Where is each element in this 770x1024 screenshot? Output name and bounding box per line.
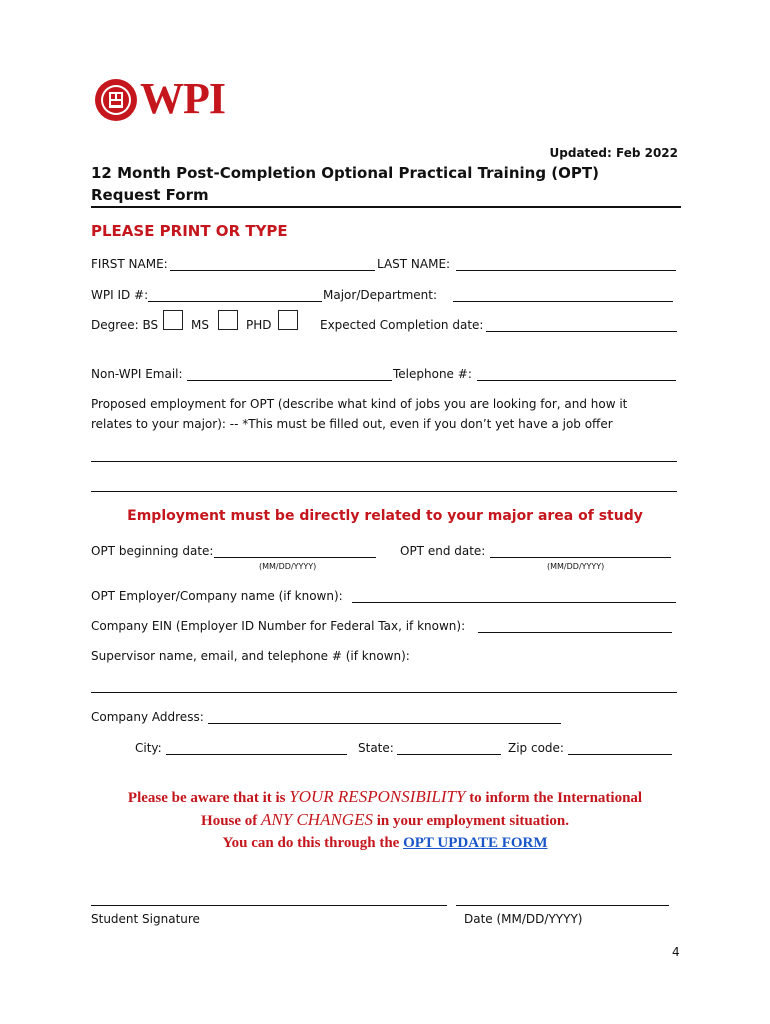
- last-name-field[interactable]: [456, 270, 676, 271]
- opt-begin-field[interactable]: [214, 557, 376, 558]
- title-rule: [91, 206, 681, 208]
- ein-label: Company EIN (Employer ID Number for Federal Tax, if known):: [91, 619, 466, 633]
- address-label: Company Address:: [91, 710, 204, 724]
- responsibility-notice: [0, 786, 770, 854]
- opt-begin-label: OPT beginning date:: [91, 544, 214, 558]
- responsibility-line2: [0, 809, 770, 832]
- wpi-seal-icon: [94, 78, 138, 122]
- supervisor-field[interactable]: [91, 692, 677, 693]
- zip-field[interactable]: [568, 754, 672, 755]
- signature-date-label: Date (MM/DD/YYYY): [464, 912, 583, 926]
- updated-date: Updated: Feb 2022: [549, 146, 678, 160]
- opt-end-field[interactable]: [490, 557, 671, 558]
- last-name-label: LAST NAME:: [377, 257, 451, 271]
- supervisor-label: Supervisor name, email, and telephone # (if known):: [91, 649, 410, 663]
- responsibility-emphasis: YOUR RESPONSIBILITY: [289, 787, 466, 806]
- wpi-id-field[interactable]: [148, 301, 322, 302]
- employer-label: OPT Employer/Company name (if known):: [91, 589, 343, 603]
- signature-date-field[interactable]: [456, 905, 669, 906]
- degree-phd-checkbox[interactable]: [278, 310, 298, 330]
- address-field[interactable]: [208, 723, 561, 724]
- expected-completion-label: Expected Completion date:: [320, 318, 484, 332]
- state-label: State:: [358, 741, 394, 755]
- responsibility-text-1: Please be aware that it is: [127, 790, 290, 806]
- instructions: PLEASE PRINT OR TYPE: [91, 222, 288, 240]
- form-title-line2: Request Form: [91, 186, 209, 204]
- telephone-field[interactable]: [477, 380, 676, 381]
- telephone-label: Telephone #:: [393, 367, 472, 381]
- employment-notice: Employment must be directly related to your major area of study: [127, 508, 643, 524]
- state-field[interactable]: [397, 754, 501, 755]
- city-field[interactable]: [166, 754, 347, 755]
- opt-update-form-link[interactable]: OPT UPDATE FORM: [403, 835, 548, 851]
- opt-begin-hint: (MM/DD/YYYY): [259, 562, 317, 571]
- major-field[interactable]: [453, 301, 673, 302]
- proposed-employment-field-1[interactable]: [91, 461, 677, 462]
- opt-end-hint: (MM/DD/YYYY): [547, 562, 605, 571]
- responsibility-text-3: House of: [201, 813, 262, 829]
- first-name-label: FIRST NAME:: [91, 257, 168, 271]
- degree-ms-label: MS: [191, 318, 209, 332]
- city-label: City:: [135, 741, 162, 755]
- student-signature-label: Student Signature: [91, 912, 200, 926]
- form-title: [91, 162, 599, 206]
- degree-bs-label: Degree: BS: [91, 318, 159, 332]
- employer-field[interactable]: [352, 602, 676, 603]
- responsibility-line1: [0, 786, 770, 809]
- major-label: Major/Department:: [323, 288, 438, 302]
- page-number: 4: [672, 945, 680, 959]
- proposed-employment-line1: Proposed employment for OPT (describe what kind of jobs you are looking for, and how it: [91, 397, 628, 411]
- wpi-id-label: WPI ID #:: [91, 288, 149, 302]
- degree-phd-label: PHD: [246, 318, 272, 332]
- form-title-line1: 12 Month Post-Completion Optional Practical Training (OPT): [91, 164, 599, 182]
- responsibility-text-4: in your employment situation.: [372, 813, 569, 829]
- proposed-employment-field-2[interactable]: [91, 491, 677, 492]
- degree-ms-checkbox[interactable]: [218, 310, 238, 330]
- student-signature-field[interactable]: [91, 905, 447, 906]
- ein-field[interactable]: [478, 632, 672, 633]
- opt-end-label: OPT end date:: [400, 544, 486, 558]
- non-wpi-email-field[interactable]: [187, 380, 392, 381]
- wpi-wordmark: WPI: [140, 74, 225, 123]
- proposed-employment-line2: relates to your major): -- *This must be filled out, even if you don’t yet have a job offer: [91, 417, 613, 431]
- responsibility-text-2: to inform the International: [465, 790, 643, 806]
- responsibility-text-5: You can do this through the: [222, 835, 404, 851]
- wpi-logo: [94, 74, 234, 124]
- first-name-field[interactable]: [170, 270, 375, 271]
- zip-label: Zip code:: [508, 741, 564, 755]
- responsibility-line3: [0, 832, 770, 854]
- degree-bs-checkbox[interactable]: [163, 310, 183, 330]
- expected-completion-field[interactable]: [486, 331, 677, 332]
- changes-emphasis: ANY CHANGES: [261, 810, 373, 829]
- non-wpi-email-label: Non-WPI Email:: [91, 367, 183, 381]
